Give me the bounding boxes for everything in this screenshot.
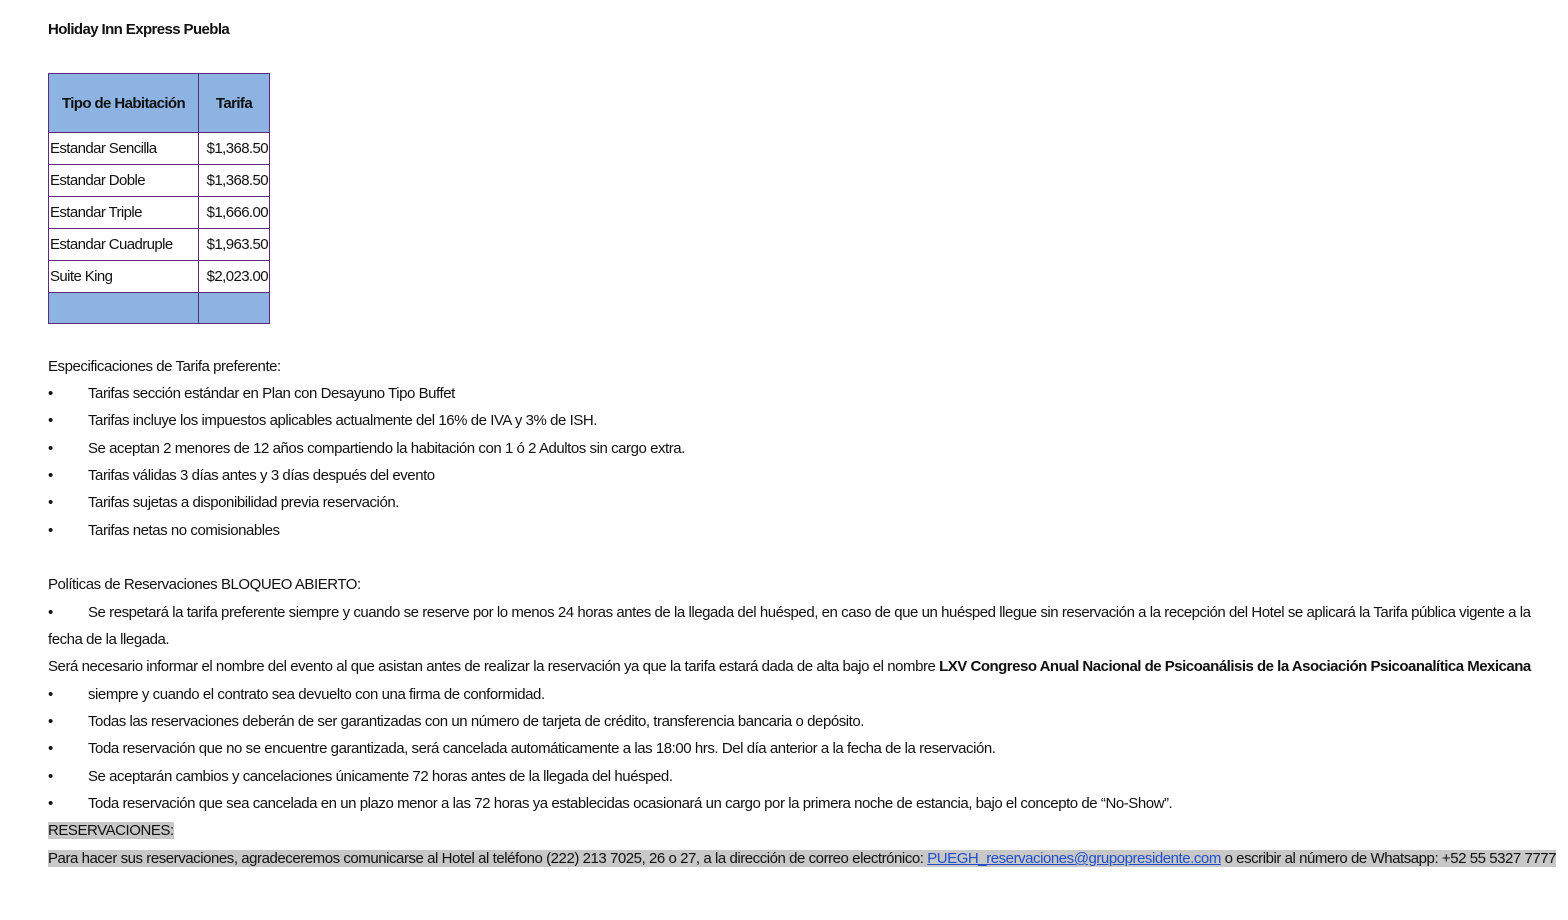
policies-heading: Políticas de Reservaciones BLOQUEO ABIERTO: xyxy=(48,576,361,593)
rate-cell: $1,963.50 xyxy=(199,229,270,261)
table-footer-row xyxy=(49,293,270,324)
bullet-icon: • xyxy=(48,740,53,757)
reservations-whatsapp-text: o escribir al número de Whatsapp: +52 55 5327 7777 xyxy=(1220,850,1557,867)
bullet-icon: • xyxy=(48,412,53,429)
reservations-contact xyxy=(48,849,1556,869)
policy-item-continuation: fecha de la llegada. xyxy=(48,631,170,648)
room-type-cell: Estandar Triple xyxy=(49,197,199,229)
footer-cell xyxy=(49,293,199,324)
bullet-icon: • xyxy=(48,494,53,511)
spec-item-text: Se aceptan 2 menores de 12 años compartiendo la habitación con 1 ó 2 Adultos sin cargo extra. xyxy=(88,440,685,457)
table-row xyxy=(49,165,270,197)
policy-item-text: Se respetará la tarifa preferente siempre y cuando se reserve por lo menos 24 horas antes de la llegada del huésped, en caso de que un huésped llegue sin reservación a la recepción del Hotel se aplicará la Tarifa pública vigente a la xyxy=(88,604,1531,621)
event-name: LXV Congreso Anual Nacional de Psicoanálisis de la Asociación Psicoanalítica Mexicana xyxy=(939,658,1531,675)
specs-heading: Especificaciones de Tarifa preferente: xyxy=(48,358,281,375)
spec-item-text: Tarifas sujetas a disponibilidad previa reservación. xyxy=(88,494,399,511)
bullet-icon: • xyxy=(48,440,53,457)
rate-cell: $1,368.50 xyxy=(199,133,270,165)
bullet-icon: • xyxy=(48,713,53,730)
room-type-cell: Estandar Doble xyxy=(49,165,199,197)
room-type-cell: Estandar Cuadruple xyxy=(49,229,199,261)
rate-cell: $1,368.50 xyxy=(199,165,270,197)
table-row xyxy=(49,261,270,293)
room-type-cell: Estandar Sencilla xyxy=(49,133,199,165)
bullet-icon: • xyxy=(48,604,53,621)
list-item xyxy=(48,466,435,486)
spec-item-text: Tarifas sección estándar en Plan con Desayuno Tipo Buffet xyxy=(88,385,455,402)
policy-item-text: Todas las reservaciones deberán de ser garantizadas con un número de tarjeta de crédito, transferencia bancaria o depósito. xyxy=(88,713,864,730)
reservations-text: Para hacer sus reservaciones, agradeceremos comunicarse al Hotel al teléfono (222) 213 7025, 26 o 27, a la dirección de correo electrónico: xyxy=(48,850,928,867)
document-sheet xyxy=(48,0,1558,920)
list-item xyxy=(48,521,280,541)
reservations-heading-text: RESERVACIONES: xyxy=(48,822,174,839)
hotel-name: Holiday Inn Express Puebla xyxy=(48,21,230,38)
rates-table-header-row xyxy=(49,74,270,133)
bullet-icon: • xyxy=(48,522,53,539)
rate-cell: $2,023.00 xyxy=(199,261,270,293)
reservations-heading xyxy=(48,821,174,841)
table-row xyxy=(49,133,270,165)
bullet-icon: • xyxy=(48,795,53,812)
list-item xyxy=(48,439,685,459)
policy-item-text: siempre y cuando el contrato sea devuelto con una firma de conformidad. xyxy=(88,686,545,703)
table-row xyxy=(49,229,270,261)
bullet-icon: • xyxy=(48,686,53,703)
list-item xyxy=(48,411,597,431)
bullet-icon: • xyxy=(48,385,53,402)
header-room-type: Tipo de Habitación xyxy=(49,74,199,133)
spec-item-text: Tarifas válidas 3 días antes y 3 días después del evento xyxy=(88,467,435,484)
reservations-contact-highlight xyxy=(48,850,1556,867)
policy-item-text: Toda reservación que sea cancelada en un plazo menor a las 72 horas ya establecidas ocasionará un cargo por la primera noche de estancia, bajo el concepto de “No-Show”. xyxy=(88,795,1173,812)
bullet-icon: • xyxy=(48,768,53,785)
rates-table xyxy=(48,73,270,324)
list-item xyxy=(48,493,399,513)
list-item xyxy=(48,384,455,404)
list-item xyxy=(48,685,545,705)
rate-cell: $1,666.00 xyxy=(199,197,270,229)
room-type-cell: Suite King xyxy=(49,261,199,293)
table-row xyxy=(49,197,270,229)
list-item xyxy=(48,603,1531,623)
policy-item-text: Toda reservación que no se encuentre garantizada, será cancelada automáticamente a las 18:00 hrs. Del día anterior a la fecha de la reservación. xyxy=(88,740,996,757)
list-item xyxy=(48,767,673,787)
event-note xyxy=(48,657,1531,677)
header-rate: Tarifa xyxy=(199,74,270,133)
policy-item-text: Se aceptarán cambios y cancelaciones únicamente 72 horas antes de la llegada del huésped. xyxy=(88,768,673,785)
spec-item-text: Tarifas netas no comisionables xyxy=(88,522,280,539)
spec-item-text: Tarifas incluye los impuestos aplicables actualmente del 16% de IVA y 3% de ISH. xyxy=(88,412,598,429)
list-item xyxy=(48,794,1172,814)
list-item xyxy=(48,712,864,732)
bullet-icon: • xyxy=(48,467,53,484)
event-note-text: Será necesario informar el nombre del evento al que asistan antes de realizar la reservación ya que la tarifa estará dada de alta bajo el nombre xyxy=(48,658,940,675)
reservations-email-link[interactable]: PUEGH_reservaciones@grupopresidente.com xyxy=(927,850,1221,867)
footer-cell xyxy=(199,293,270,324)
list-item xyxy=(48,739,995,759)
